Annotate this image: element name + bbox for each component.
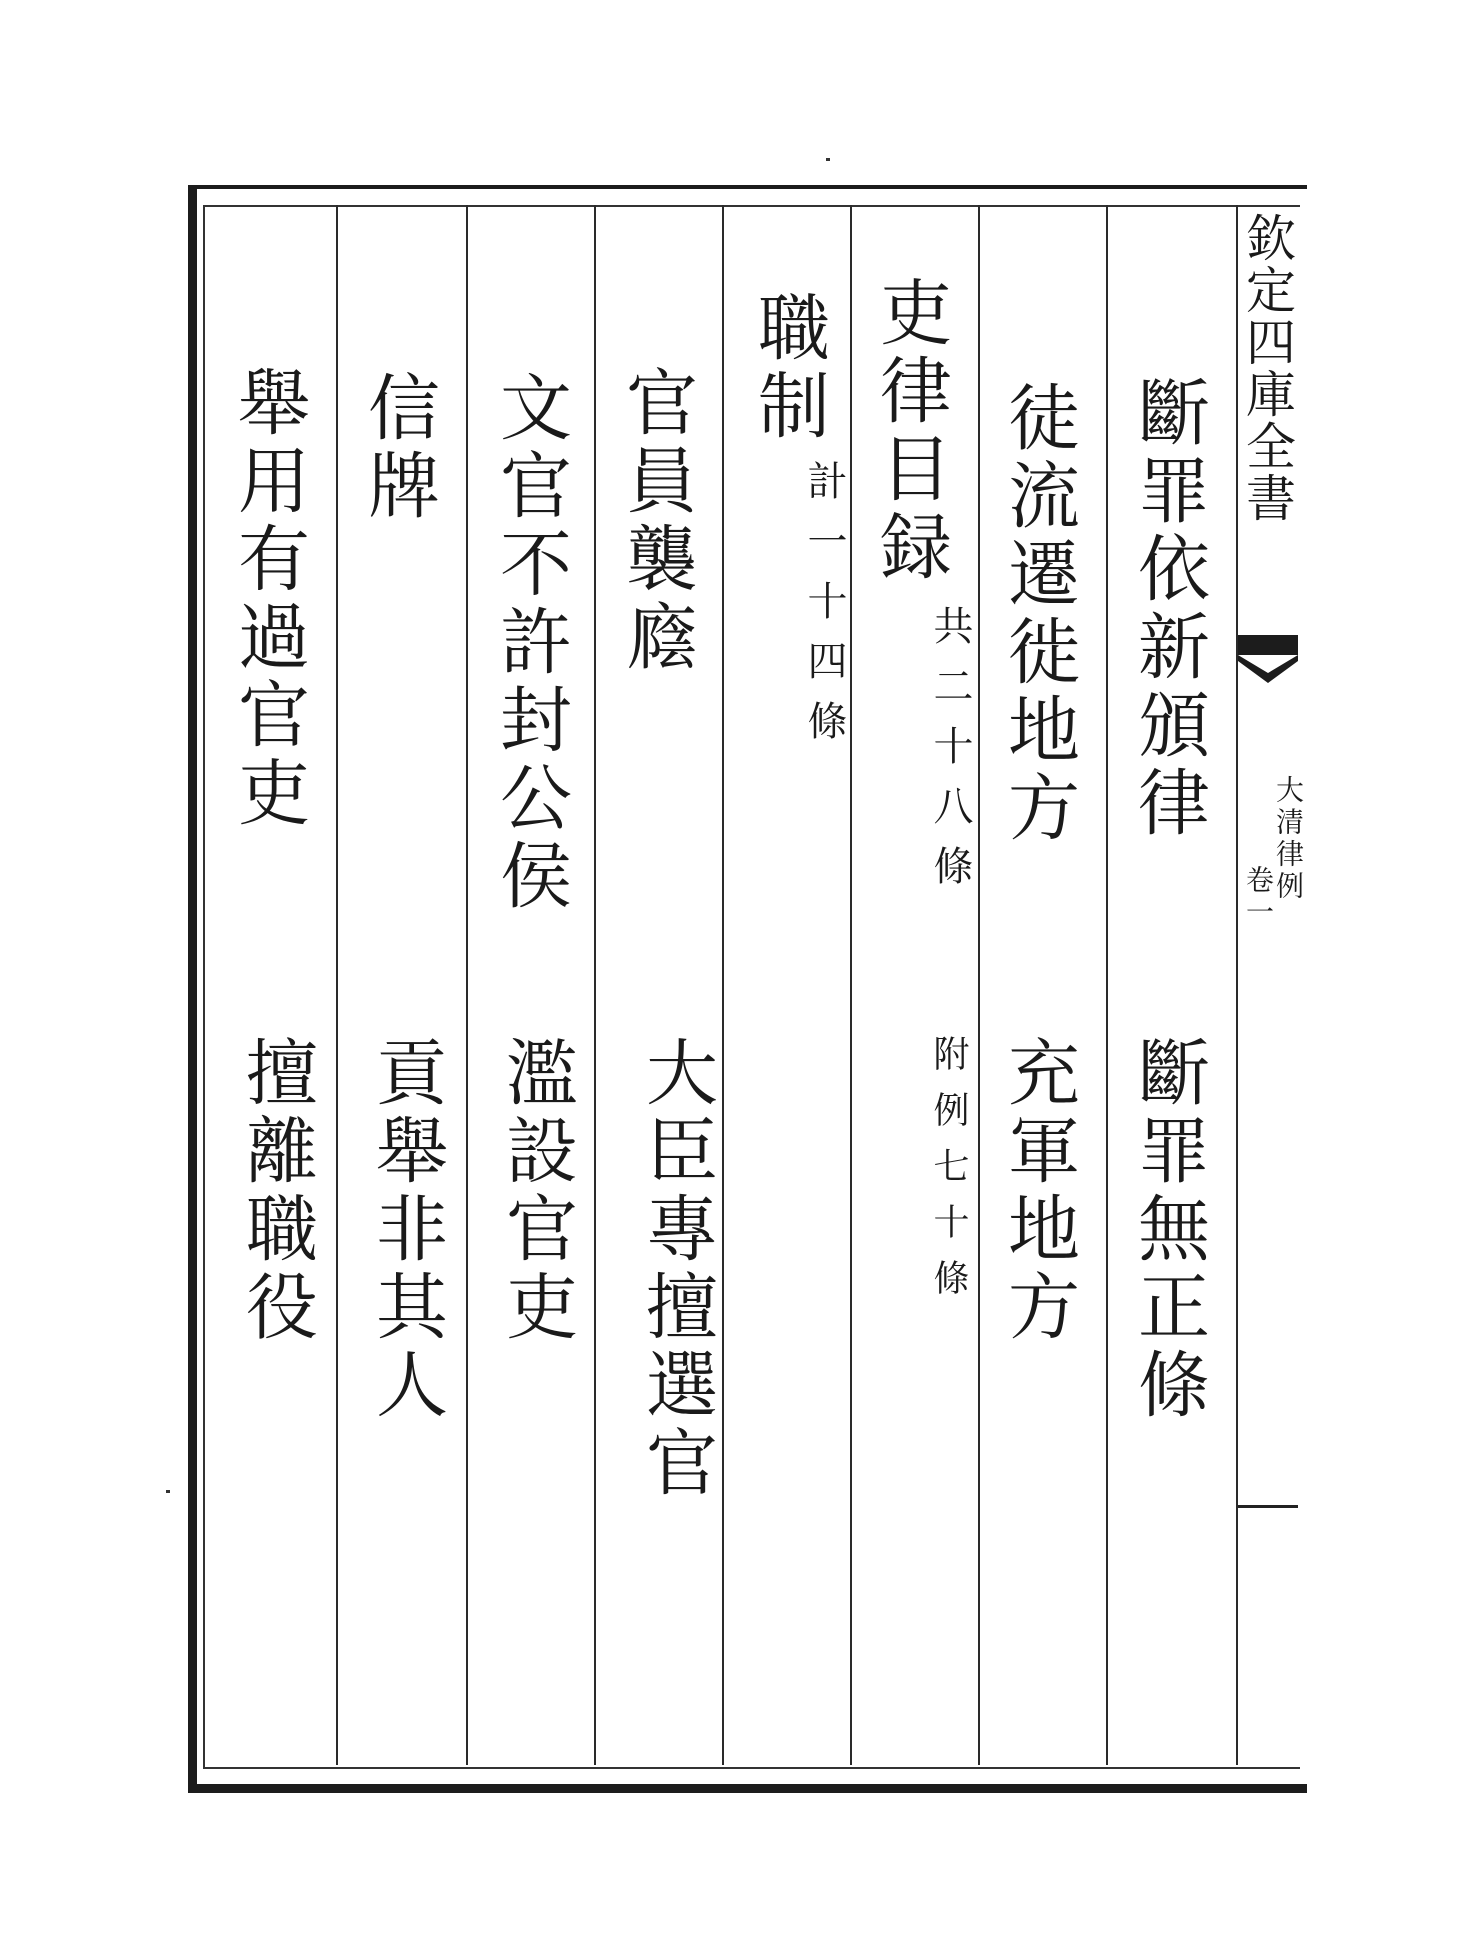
- margin-side-note: 大清律例: [1272, 775, 1305, 903]
- section-appendix-note: 附例七十條: [928, 1035, 969, 1315]
- column-rule: [336, 205, 338, 1765]
- margin-divider: [1238, 1505, 1298, 1508]
- entry-title: 徒流遷徙地方: [996, 380, 1080, 848]
- entry-title: 貢舉非其人: [364, 1035, 448, 1425]
- entry-title: 濫設官吏: [494, 1035, 578, 1347]
- book-title: 欽定四庫全書: [1238, 212, 1296, 524]
- entry-title: 文官不許封公侯: [488, 370, 572, 916]
- entry-title: 斷罪無正條: [1126, 1035, 1210, 1425]
- subsection-count-note: 計一十四條: [801, 460, 847, 760]
- section-count-note: 共二十八條: [927, 605, 973, 905]
- entry-title: 斷罪依新頒律: [1126, 375, 1210, 843]
- entry-title: 充軍地方: [996, 1035, 1080, 1347]
- scan-speck: [826, 158, 830, 161]
- section-heading: 吏律目録: [868, 275, 952, 587]
- column-rule: [594, 205, 596, 1765]
- column-rule: [722, 205, 724, 1765]
- subsection-heading: 職制: [746, 290, 830, 446]
- scan-speck: [166, 1490, 170, 1493]
- entry-title: 擅離職役: [234, 1035, 318, 1347]
- entry-title: 大臣專擅選官: [634, 1035, 718, 1503]
- column-rule: [466, 205, 468, 1765]
- column-rule: [850, 205, 852, 1765]
- fishtail-icon: [1238, 635, 1298, 715]
- entry-title: 官員襲廕: [614, 365, 698, 677]
- volume-label: 卷一: [1242, 865, 1275, 929]
- column-rule: [978, 205, 980, 1765]
- column-rule: [1106, 205, 1108, 1765]
- entry-title: 信牌: [356, 370, 440, 526]
- entry-title: 舉用有過官吏: [226, 365, 310, 833]
